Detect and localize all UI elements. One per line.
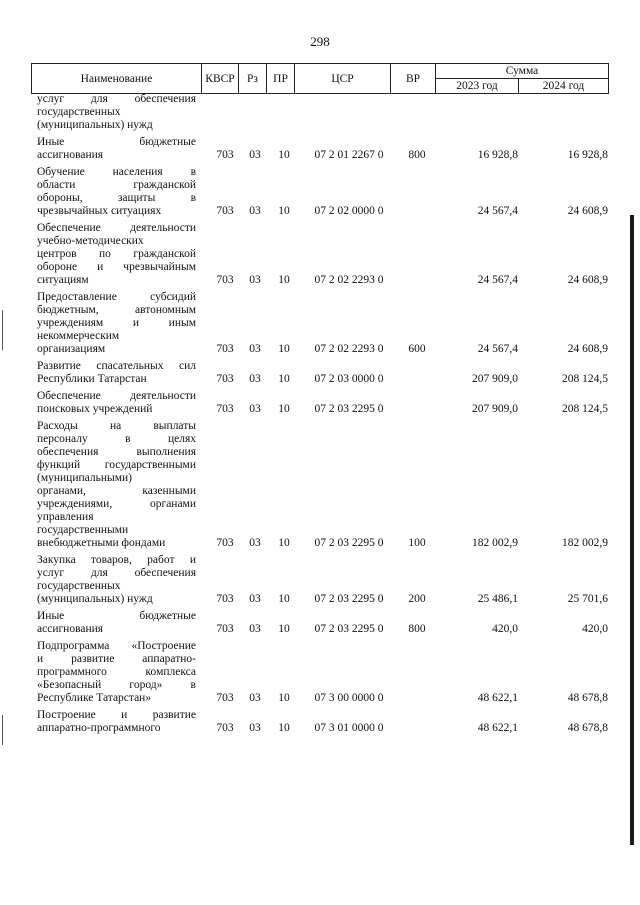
row-kvsr: 703 <box>216 722 234 734</box>
row-csr: 07 2 02 2293 0 <box>314 274 384 286</box>
row-name <box>37 390 196 416</box>
row-rz: 03 <box>249 692 261 704</box>
row-kvsr: 703 <box>216 205 234 217</box>
row-sum-2023: 48 622,1 <box>477 722 518 734</box>
row-sum-2024: 208 124,5 <box>562 403 608 415</box>
row-name-line: внебюджетными фондами <box>37 537 166 549</box>
table-row <box>0 420 640 550</box>
row-rz: 03 <box>249 722 261 734</box>
row-sum-2023: 24 567,4 <box>477 205 518 217</box>
row-sum-2023: 16 928,8 <box>477 149 518 161</box>
table-row <box>0 610 640 636</box>
row-name <box>37 420 196 550</box>
row-name-line: Закупка товаров, работ и <box>37 554 196 566</box>
row-name-line: Расходы на выплаты <box>37 420 196 432</box>
row-sum-2023: 182 002,9 <box>472 537 518 549</box>
row-rz: 03 <box>249 403 261 415</box>
row-name-line: организациям <box>37 343 106 355</box>
row-name-line: управления <box>37 511 94 523</box>
row-name-line: (муниципальных) нужд <box>37 119 153 131</box>
row-rz: 03 <box>249 537 261 549</box>
row-kvsr: 703 <box>216 403 234 415</box>
table-row <box>0 390 640 416</box>
row-sum-2024: 24 608,9 <box>567 343 608 355</box>
row-pr: 10 <box>278 623 290 635</box>
row-sum-2023: 25 486,1 <box>477 593 518 605</box>
row-name <box>37 360 196 386</box>
table-row <box>0 93 640 132</box>
row-kvsr: 703 <box>216 373 234 385</box>
row-name-line: учебно-методических <box>37 235 144 247</box>
row-name-line: «Безопасный город» в <box>37 679 196 691</box>
row-csr: 07 3 01 0000 0 <box>314 722 384 734</box>
row-sum-2024: 420,0 <box>582 623 608 635</box>
row-sum-2023: 24 567,4 <box>477 274 518 286</box>
row-name <box>37 610 196 636</box>
row-name-line: государственных <box>37 106 121 118</box>
row-name-line: аппаратно-программного <box>37 722 161 734</box>
row-name-line: Обеспечение деятельности <box>37 222 196 234</box>
row-name-line: учреждениями, органами <box>37 498 196 510</box>
row-rz: 03 <box>249 149 261 161</box>
scan-margin-mark <box>2 715 3 745</box>
row-sum-2023: 24 567,4 <box>477 343 518 355</box>
row-csr: 07 2 03 0000 0 <box>314 373 384 385</box>
row-pr: 10 <box>278 205 290 217</box>
row-sum-2024: 25 701,6 <box>567 593 608 605</box>
row-name <box>37 222 196 287</box>
row-name-line: обороны, защиты в <box>37 192 196 204</box>
scan-edge-shadow <box>630 215 634 845</box>
row-name-line: Обеспечение деятельности <box>37 390 196 402</box>
row-csr: 07 2 03 2295 0 <box>314 593 384 605</box>
row-rz: 03 <box>249 343 261 355</box>
row-vr: 100 <box>408 537 426 549</box>
row-name-line: и развитие аппаратно- <box>37 653 196 665</box>
header-year-2023: 2023 год <box>436 79 519 94</box>
row-name-line: персоналу в целях <box>37 433 196 445</box>
row-name-line: некоммерческим <box>37 330 120 342</box>
row-rz: 03 <box>249 593 261 605</box>
row-name-line: Обучение населения в <box>37 166 196 178</box>
row-name-line: функций государственными <box>37 459 196 471</box>
row-name-line: ситуациям <box>37 274 89 286</box>
row-pr: 10 <box>278 149 290 161</box>
row-kvsr: 703 <box>216 692 234 704</box>
row-name <box>37 709 196 735</box>
row-kvsr: 703 <box>216 623 234 635</box>
row-pr: 10 <box>278 593 290 605</box>
row-name-line: ассигнования <box>37 623 104 635</box>
row-sum-2024: 24 608,9 <box>567 274 608 286</box>
row-name-line: Развитие спасательных сил <box>37 360 196 372</box>
row-name-line: центров по гражданской <box>37 248 196 260</box>
row-name <box>37 93 196 132</box>
row-name-line: услуг для обеспечения <box>37 567 196 579</box>
header-name: Наименование <box>32 64 202 94</box>
scan-margin-mark <box>2 310 3 350</box>
row-pr: 10 <box>278 722 290 734</box>
row-kvsr: 703 <box>216 593 234 605</box>
row-sum-2024: 48 678,8 <box>567 692 608 704</box>
table-row <box>0 640 640 705</box>
row-name-line: Иные бюджетные <box>37 610 196 622</box>
row-vr: 600 <box>408 343 426 355</box>
row-vr: 800 <box>408 149 426 161</box>
header-csr: ЦСР <box>295 64 391 94</box>
header-rz: Рз <box>239 64 267 94</box>
row-name-line: бюджетным, автономным <box>37 304 196 316</box>
header-vr: ВР <box>391 64 436 94</box>
table-row <box>0 291 640 356</box>
row-name <box>37 291 196 356</box>
table-row <box>0 360 640 386</box>
row-pr: 10 <box>278 274 290 286</box>
row-sum-2023: 48 622,1 <box>477 692 518 704</box>
row-pr: 10 <box>278 692 290 704</box>
table-row <box>0 709 640 735</box>
row-name <box>37 136 196 162</box>
row-name-line: государственных <box>37 580 121 592</box>
row-name-line: чрезвычайных ситуациях <box>37 205 162 217</box>
row-csr: 07 2 01 2267 0 <box>314 149 384 161</box>
header-sum: Сумма <box>436 64 609 79</box>
row-csr: 07 2 03 2295 0 <box>314 537 384 549</box>
row-sum-2023: 207 909,0 <box>472 373 518 385</box>
row-name-line: Республике Татарстан» <box>37 692 152 704</box>
row-rz: 03 <box>249 205 261 217</box>
row-sum-2023: 420,0 <box>492 623 518 635</box>
table-row <box>0 166 640 218</box>
row-csr: 07 2 03 2295 0 <box>314 623 384 635</box>
row-rz: 03 <box>249 373 261 385</box>
row-name-line: обороне и чрезвычайным <box>37 261 196 273</box>
row-rz: 03 <box>249 274 261 286</box>
row-name-line: органами, казенными <box>37 485 196 497</box>
row-name <box>37 554 196 606</box>
table-row <box>0 554 640 606</box>
row-name-line: программного комплекса <box>37 666 196 678</box>
row-name-line: Предоставление субсидий <box>37 291 196 303</box>
row-vr: 200 <box>408 593 426 605</box>
header-kvsr: КВСР <box>202 64 239 94</box>
row-name-line: (муниципальных) нужд <box>37 593 153 605</box>
header-year-2024: 2024 год <box>519 79 609 94</box>
header-pr: ПР <box>267 64 295 94</box>
row-name-line: (муниципальными) <box>37 472 132 484</box>
table-header <box>31 63 609 94</box>
row-sum-2024: 208 124,5 <box>562 373 608 385</box>
row-sum-2024: 182 002,9 <box>562 537 608 549</box>
row-kvsr: 703 <box>216 149 234 161</box>
row-kvsr: 703 <box>216 537 234 549</box>
row-sum-2023: 207 909,0 <box>472 403 518 415</box>
row-name-line: учреждениям и иным <box>37 317 196 329</box>
row-pr: 10 <box>278 343 290 355</box>
row-pr: 10 <box>278 537 290 549</box>
row-csr: 07 2 02 2293 0 <box>314 343 384 355</box>
table-row <box>0 222 640 287</box>
table-row <box>0 136 640 162</box>
row-pr: 10 <box>278 373 290 385</box>
row-name-line: области гражданской <box>37 179 196 191</box>
row-name-line: Построение и развитие <box>37 709 196 721</box>
row-csr: 07 2 02 0000 0 <box>314 205 384 217</box>
row-vr: 800 <box>408 623 426 635</box>
row-name-line: Подпрограмма «Построение <box>37 640 196 652</box>
row-name-line: Иные бюджетные <box>37 136 196 148</box>
row-csr: 07 3 00 0000 0 <box>314 692 384 704</box>
row-name <box>37 166 196 218</box>
row-rz: 03 <box>249 623 261 635</box>
row-name-line: поисковых учреждений <box>37 403 153 415</box>
row-name-line: обеспечения выполнения <box>37 446 196 458</box>
row-name-line: ассигнования <box>37 149 104 161</box>
row-sum-2024: 24 608,9 <box>567 205 608 217</box>
row-sum-2024: 48 678,8 <box>567 722 608 734</box>
page-number: 298 <box>310 34 330 49</box>
row-name-line: услуг для обеспечения <box>37 93 196 105</box>
row-sum-2024: 16 928,8 <box>567 149 608 161</box>
row-name-line: Республики Татарстан <box>37 373 147 385</box>
row-name <box>37 640 196 705</box>
row-kvsr: 703 <box>216 343 234 355</box>
row-kvsr: 703 <box>216 274 234 286</box>
row-pr: 10 <box>278 403 290 415</box>
row-csr: 07 2 03 2295 0 <box>314 403 384 415</box>
row-name-line: государственными <box>37 524 129 536</box>
